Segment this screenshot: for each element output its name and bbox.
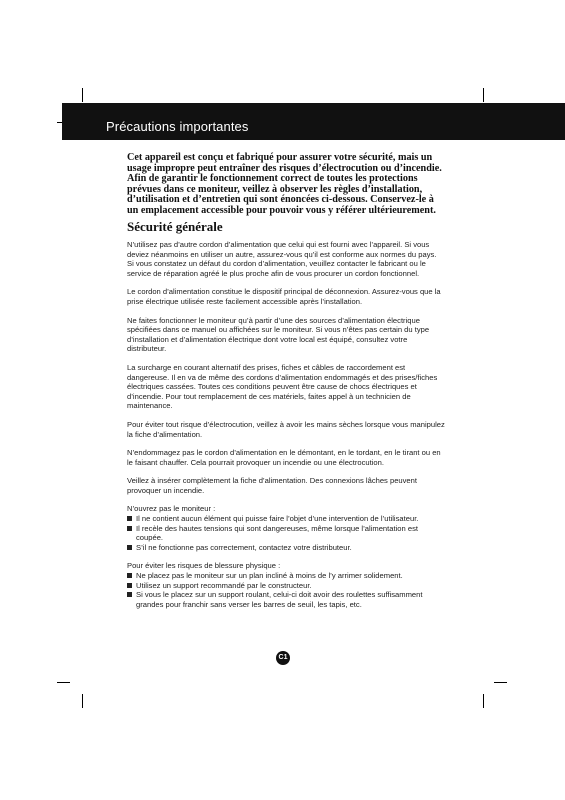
crop-mark: [82, 88, 83, 102]
list-item: [127, 514, 445, 524]
page-title: Précautions importantes: [106, 119, 249, 134]
list-item: [127, 524, 445, 543]
crop-mark: [483, 694, 484, 708]
paragraph: N’endommagez pas le cordon d’alimentation en le démontant, en le tordant, en le tirant ou en le faisant chauffer. Cela pourrait provoquer un incendie ou une électrocution.: [127, 448, 441, 467]
list-item: [127, 571, 445, 581]
bullet-icon: [127, 583, 132, 588]
section-body: [127, 240, 445, 618]
list-item-text: Utilisez un support recommandé par le constructeur.: [136, 580, 312, 590]
section-heading: Sécurité générale: [127, 219, 223, 234]
list-item-text: Il recèle des hautes tensions qui sont dangereuses, même lorsque l’alimentation est coupée.: [136, 523, 418, 543]
bullet-icon: [127, 592, 132, 597]
list-item-text: Il ne contient aucun élément qui puisse faire l’objet d’une intervention de l’utilisateur.: [136, 514, 419, 524]
crop-mark: [494, 682, 507, 683]
crop-mark: [57, 682, 70, 683]
paragraph: Ne faites fonctionner le moniteur qu’à partir d’une des sources d’alimentation électrique spécifiées dans ce manuel ou affichées sur le moniteur. Si vous n’êtes pas certain du type d’installation et d’alimentation électrique dont votre local est équipé, consultez votre distributeur.: [127, 315, 430, 354]
crop-mark: [483, 88, 484, 102]
paragraph: Veillez à insérer complètement la fiche d’alimentation. Des connexions lâches peuvent provoquer un incendie.: [127, 476, 417, 495]
intro-paragraph: Cet appareil est conçu et fabriqué pour assurer votre sécurité, mais un usage impropre peut entraîner des risques d’électrocution ou d’incendie. Afin de garantir le fonctionnement correct de toutes les protections prévues dans ce moniteur, veillez à observer les règles d’installation, d’utilisation et d’entretien qui sont énoncées ci-dessous. Conservez-le à un emplacement accessible pour pouvoir vous y référer ultérieurement.: [127, 152, 442, 216]
list-item-text: S’il ne fonctionne pas correctement, contactez votre distributeur.: [136, 542, 352, 552]
list-lead: Pour éviter les risques de blessure physique :: [127, 561, 281, 571]
list-item: [127, 543, 445, 553]
paragraph: Pour éviter tout risque d’électrocution, veillez à avoir les mains sèches lorsque vous manipulez la fiche d’alimentation.: [127, 419, 445, 439]
page-number-badge: C1: [276, 651, 290, 665]
bullet-icon: [127, 516, 132, 521]
list-lead: N’ouvrez pas le moniteur :: [127, 504, 216, 514]
bullet-icon: [127, 526, 132, 531]
crop-mark: [82, 694, 83, 708]
list-item-text: Si vous le placez sur un support roulant, celui-ci doit avoir des roulettes suffisamment grandes pour franchir sans verser les barres de seuil, les tapis, etc.: [136, 590, 423, 609]
paragraph: N’utilisez pas d’autre cordon d’alimentation que celui qui est fourni avec l’appareil. Si vous deviez néanmoins en utiliser un autre, assurez-vous qu’il est conforme aux normes du pays. Si vous constatez un défaut du cordon d’alimentation, veuillez contacter le fabricant ou le service de réparation agréé le plus proche afin de vous procurer un cordon fonctionnel.: [127, 240, 437, 278]
list-item-text: Ne placez pas le moniteur sur un plan incliné à moins de l’y arrimer solidement.: [136, 571, 403, 581]
bullet-icon: [127, 573, 132, 578]
paragraph: La surcharge en courant alternatif des prises, fiches et câbles de raccordement est dangereuse. Il en va de même des cordons d’alimentation endommagés et des prises/fiches électriques cassées. Toutes ces conditions peuvent être cause de chocs électriques et d’incendie. Pour tout remplacement de ces matériels, faites appel à un technicien de maintenance.: [127, 362, 438, 411]
list-item: [127, 581, 445, 591]
bullet-list: [127, 514, 445, 552]
bullet-list: [127, 571, 445, 609]
list-item: [127, 590, 445, 609]
header-band: [62, 103, 565, 140]
paragraph: Le cordon d’alimentation constitue le dispositif principal de déconnexion. Assurez-vous que la prise électrique utilisée reste facilement accessible après l’installation.: [127, 287, 441, 306]
bullet-icon: [127, 545, 132, 550]
